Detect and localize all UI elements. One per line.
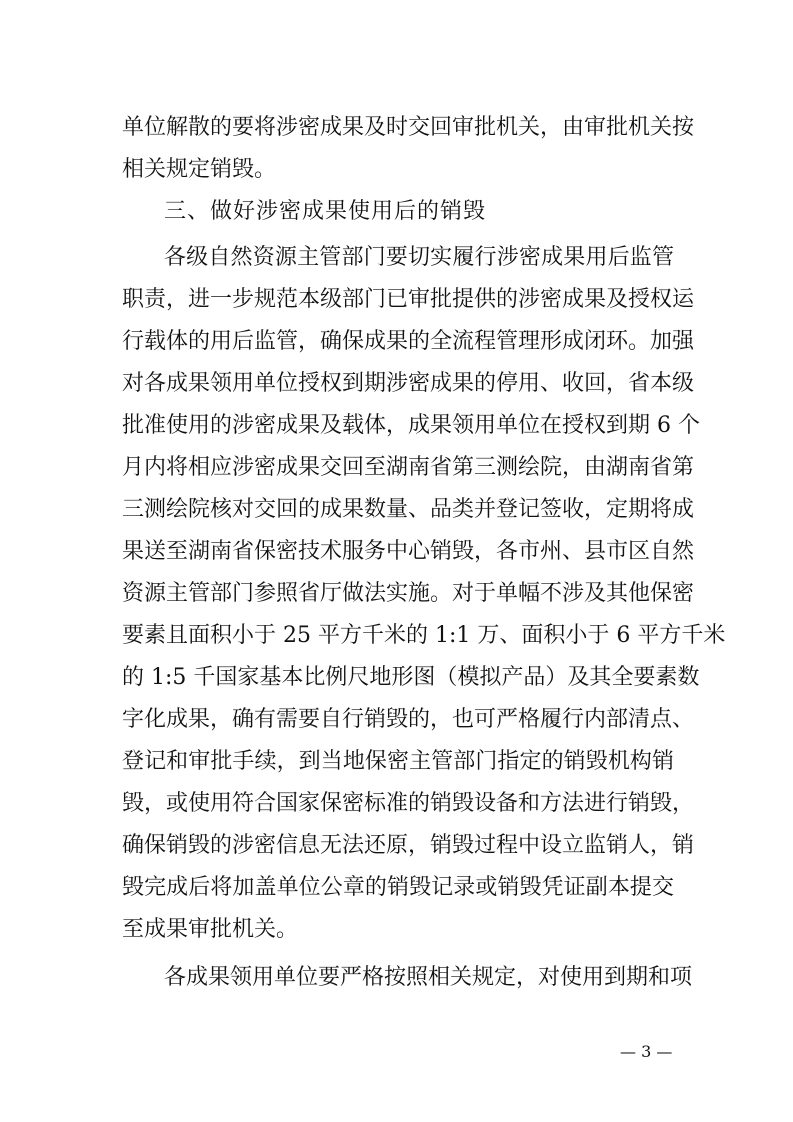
paragraph-line: 批准使用的涉密成果及载体，成果领用单位在授权到期 6 个: [122, 413, 700, 438]
paragraph-line: 的 1:5 千国家基本比例尺地形图（模拟产品）及其全要素数: [122, 665, 700, 690]
page-number: — 3 —: [620, 1042, 673, 1061]
text-line: 相关规定销毁。: [122, 157, 277, 182]
paragraph-line: 各成果领用单位要严格按照相关规定，对使用到期和项: [164, 965, 693, 990]
text-line: 单位解散的要将涉密成果及时交回审批机关，由审批机关按: [122, 115, 695, 140]
paragraph-line: 对各成果领用单位授权到期涉密成果的停用、收回，省本级: [122, 371, 695, 396]
paragraph-line: 登记和审批手续，到当地保密主管部门指定的销毁机构销: [122, 749, 674, 774]
paragraph-line: 职责，进一步规范本级部门已审批提供的涉密成果及授权运: [122, 287, 695, 312]
paragraph-line: 确保销毁的涉密信息无法还原，销毁过程中设立监销人，销: [122, 833, 695, 858]
paragraph-line: 三测绘院核对交回的成果数量、品类并登记签收，定期将成: [122, 497, 695, 522]
paragraph-line: 月内将相应涉密成果交回至湖南省第三测绘院，由湖南省第: [122, 455, 695, 480]
paragraph-line: 毁，或使用符合国家保密标准的销毁设备和方法进行销毁，: [122, 791, 695, 816]
paragraph-line: 行载体的用后监管，确保成果的全流程管理形成闭环。加强: [122, 329, 695, 354]
paragraph-line: 各级自然资源主管部门要切实履行涉密成果用后监管: [164, 245, 674, 270]
section-heading: 三、做好涉密成果使用后的销毁: [164, 199, 487, 224]
paragraph-line: 至成果审批机关。: [122, 917, 299, 942]
paragraph-line: 要素且面积小于 25 平方千米的 1:1 万、面积小于 6 平方千米: [122, 623, 726, 648]
paragraph-line: 资源主管部门参照省厅做法实施。对于单幅不涉及其他保密: [122, 581, 695, 606]
paragraph-line: 毁完成后将加盖单位公章的销毁记录或销毁凭证副本提交: [122, 875, 674, 900]
paragraph-line: 果送至湖南省保密技术服务中心销毁，各市州、县市区自然: [122, 539, 695, 564]
paragraph-line: 字化成果，确有需要自行销毁的，也可严格履行内部清点、: [122, 707, 695, 732]
